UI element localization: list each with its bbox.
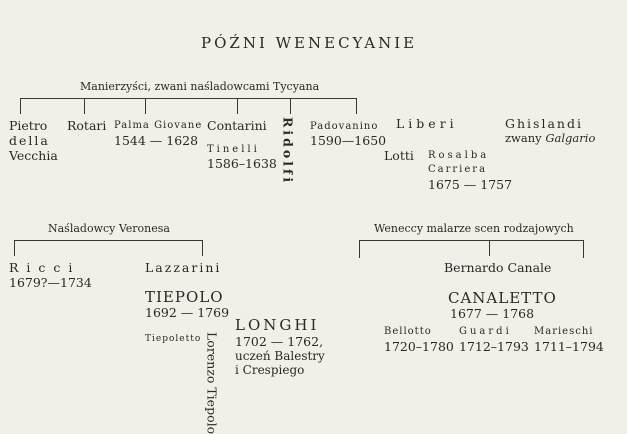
name-bernardo-canale: Bernardo Canale <box>444 260 552 275</box>
bracket-tick <box>20 98 21 114</box>
ghislandi-alias-prefix: zwany <box>505 131 542 145</box>
name-liberi: Liberi <box>396 116 458 131</box>
years-guardi: 1712–1793 <box>459 339 529 354</box>
ghislandi-alias-line <box>505 133 595 145</box>
name-marieschi: Marieschi <box>534 326 594 337</box>
name-rotari: Rotari <box>67 118 107 133</box>
years-marieschi: 1711–1794 <box>534 339 604 354</box>
bracket-tick <box>290 98 291 114</box>
bracket-tick <box>583 240 584 258</box>
name-carriera: Carriera <box>428 164 488 175</box>
mannerists-header: Manierzyści, zwani naśladowcami Tycyana <box>80 80 320 93</box>
bracket-tick <box>237 98 238 114</box>
name-ghislandi: Ghislandi <box>505 116 583 131</box>
bracket-tick <box>202 240 203 256</box>
name-tiepoletto: Tiepoletto <box>145 334 202 344</box>
bracket-tick <box>84 98 85 114</box>
name-palma: Palma Giovane <box>114 120 203 131</box>
years-canaletto: 1677 — 1768 <box>450 306 535 321</box>
name-padovanino: Padovanino <box>310 121 379 132</box>
name-ridolfi: Ridolfi <box>280 117 296 186</box>
name-tinelli: Tinelli <box>207 144 260 155</box>
bracket-tick <box>14 240 15 256</box>
name-bellotto: Bellotto <box>384 326 432 337</box>
years-padovanino: 1590—1650 <box>310 133 387 148</box>
years-ricci: 1679?—1734 <box>9 275 92 290</box>
longhi-note-1: uczeń Balestry <box>235 349 325 363</box>
years-bellotto: 1720–1780 <box>384 339 454 354</box>
genre-header: Weneccy malarze scen rodzajowych <box>374 222 574 235</box>
name-pietro-3: Vecchia <box>9 148 58 163</box>
bracket-tick <box>356 98 357 114</box>
bracket-tick <box>489 240 490 256</box>
years-longhi: 1702 — 1762, <box>235 334 324 349</box>
veronese-header: Naśladowcy Veronesa <box>48 222 170 235</box>
years-rosalba: 1675 — 1757 <box>428 177 513 192</box>
years-palma: 1544 — 1628 <box>114 133 199 148</box>
name-lotti: Lotti <box>384 148 414 163</box>
genre-bracket-line <box>359 240 584 241</box>
name-guardi: Guardi <box>459 326 512 337</box>
name-tiepolo: TIEPOLO <box>145 288 224 306</box>
name-rosalba: Rosalba <box>428 150 490 161</box>
name-longhi: LONGHI <box>235 316 320 334</box>
name-lorenzo-tiepolo: Lorenzo Tiepolo <box>204 332 220 434</box>
years-tinelli: 1586–1638 <box>207 156 277 171</box>
name-contarini: Contarini <box>207 118 267 133</box>
name-pietro-2: della <box>9 133 50 148</box>
mannerists-bracket-line <box>20 98 357 99</box>
page-title: PÓŹNI WENECYANIE <box>201 34 418 52</box>
longhi-note-2: i Crespiego <box>235 363 305 377</box>
veronese-bracket-line <box>14 240 203 241</box>
name-pietro-1: Pietro <box>9 118 48 133</box>
name-ricci: Ricci <box>9 260 81 275</box>
years-tiepolo: 1692 — 1769 <box>145 305 230 320</box>
name-lazzarini: Lazzarini <box>145 260 222 275</box>
bracket-tick <box>145 98 146 114</box>
bracket-tick <box>359 240 360 258</box>
name-canaletto: CANALETTO <box>448 289 557 307</box>
ghislandi-alias: Galgario <box>545 131 596 145</box>
